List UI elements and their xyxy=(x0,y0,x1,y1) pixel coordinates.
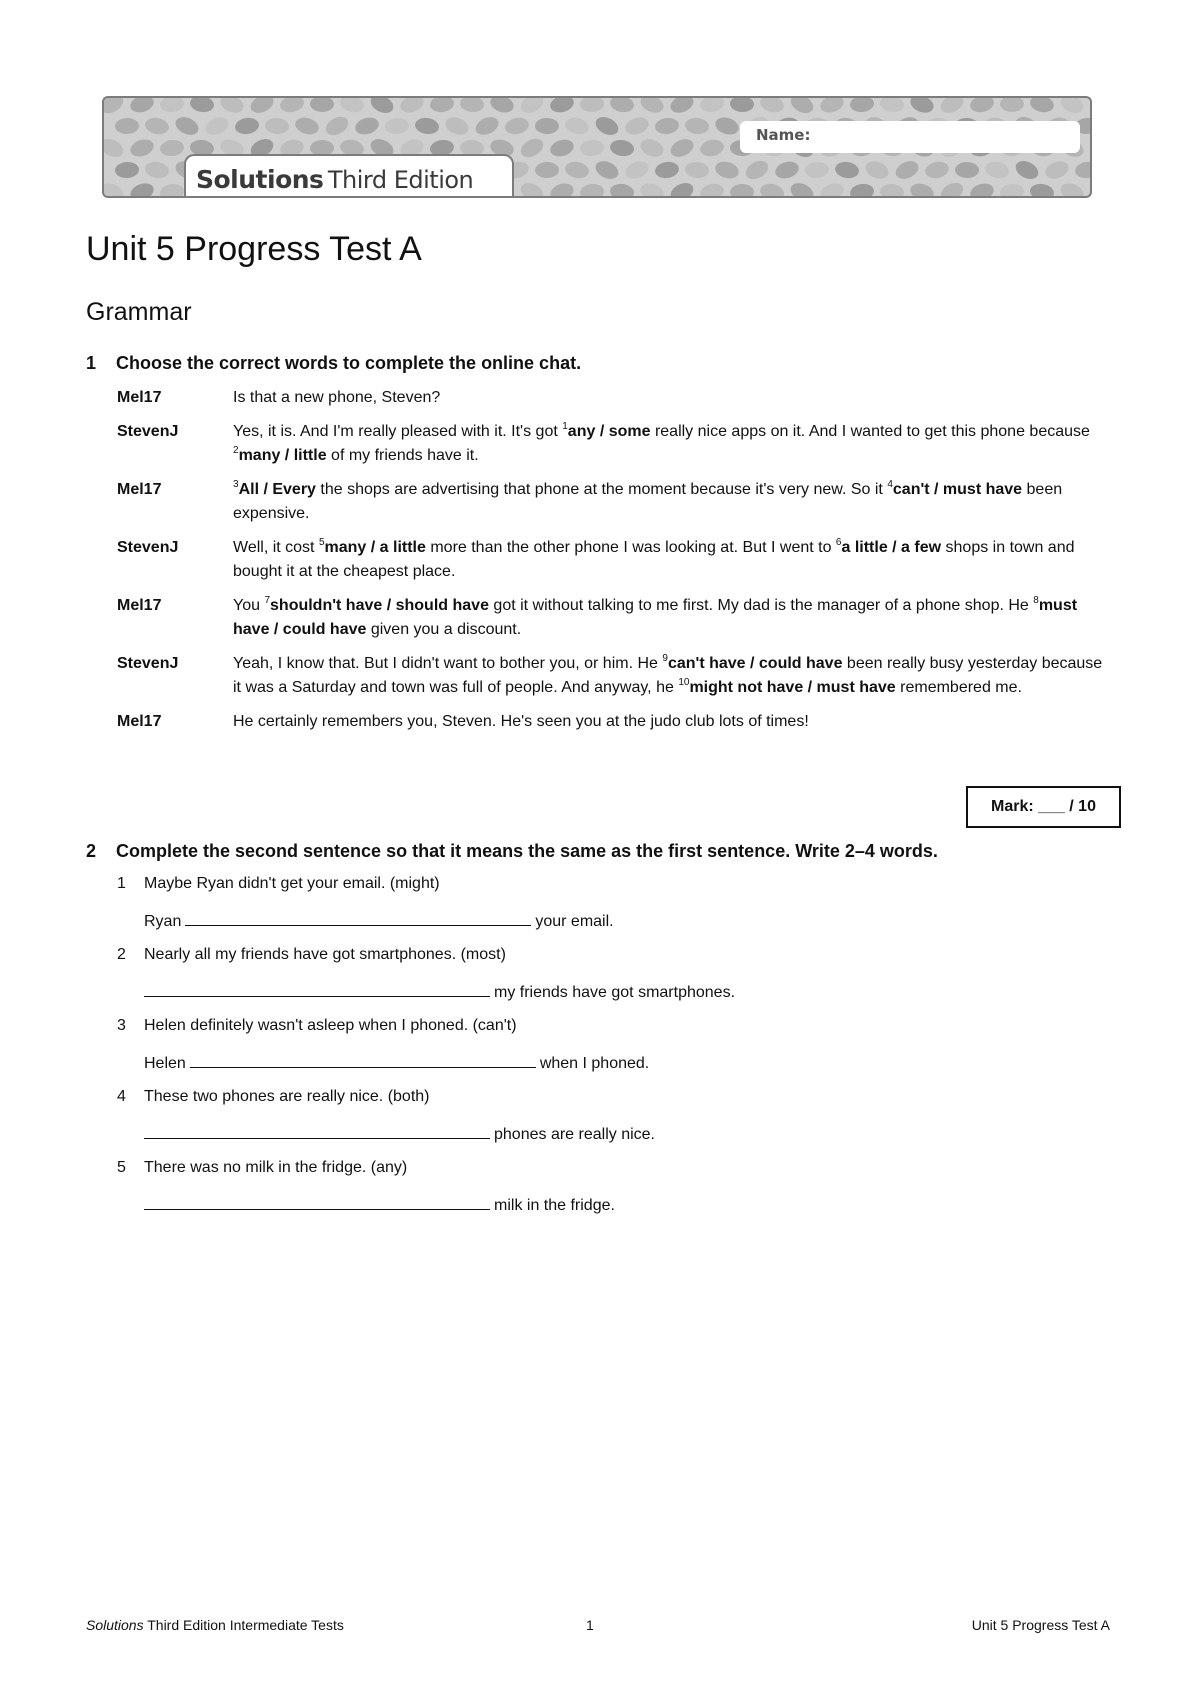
gap-number: 4 xyxy=(887,478,893,490)
answer-options[interactable]: can't / must have xyxy=(892,480,1023,498)
exercise-item xyxy=(117,872,1097,932)
pattern-blob xyxy=(518,135,547,161)
exercise-item xyxy=(117,1014,1097,1074)
pattern-blob xyxy=(804,161,829,179)
pattern-blob xyxy=(758,98,785,115)
item-answer-line xyxy=(117,1050,1097,1074)
pattern-blob xyxy=(338,98,365,115)
pattern-blob xyxy=(398,98,426,116)
item-prompt xyxy=(117,943,1097,967)
message-text: You xyxy=(233,596,265,614)
pattern-blob xyxy=(1013,157,1042,182)
item-sentence: There was no milk in the fridge. (any) xyxy=(144,1159,408,1176)
sentence-transformation-list xyxy=(117,872,1097,1227)
chat-speaker: Mel17 xyxy=(117,596,162,614)
pattern-blob xyxy=(128,180,156,198)
pattern-blob xyxy=(264,117,289,135)
pattern-blob xyxy=(1088,180,1092,198)
pattern-blob xyxy=(353,115,381,137)
message-text: Is that a new phone, Steven? xyxy=(233,389,441,406)
pattern-blob xyxy=(684,161,709,179)
pattern-blob xyxy=(548,137,576,159)
item-prompt xyxy=(117,1156,1097,1180)
pattern-blob xyxy=(1000,98,1024,112)
pattern-blob xyxy=(730,98,755,113)
pattern-blob xyxy=(908,181,936,198)
chat-message xyxy=(233,536,1107,585)
item-number: 3 xyxy=(117,1017,126,1034)
item-sentence: These two phones are really nice. (both) xyxy=(144,1088,430,1105)
gap-number: 1 xyxy=(562,420,568,432)
pattern-blob xyxy=(159,182,185,198)
answer-blank[interactable] xyxy=(190,1050,536,1068)
answer-suffix: when I phoned. xyxy=(539,1055,650,1072)
pattern-blob xyxy=(983,159,1010,180)
answer-options[interactable]: many / a little xyxy=(324,538,426,556)
pattern-blob xyxy=(849,98,874,113)
item-prompt xyxy=(117,872,1097,896)
pattern-blob xyxy=(579,183,605,198)
pattern-blob xyxy=(654,117,680,136)
pattern-blob xyxy=(234,116,260,136)
brand-main: Solutions xyxy=(196,165,324,194)
answer-suffix: your email. xyxy=(535,913,614,930)
chat-speaker: StevenJ xyxy=(117,422,179,440)
pattern-blob xyxy=(518,98,547,117)
pattern-blob xyxy=(429,98,455,113)
pattern-blob xyxy=(879,98,905,114)
pattern-blob xyxy=(684,117,710,135)
pattern-blob xyxy=(818,180,846,198)
pattern-blob xyxy=(969,98,996,114)
pattern-blob xyxy=(924,160,951,181)
answer-options[interactable]: many / little xyxy=(238,447,327,464)
chat-speaker: StevenJ xyxy=(117,538,179,556)
chat-speaker: Mel17 xyxy=(117,389,162,406)
chat-message xyxy=(233,478,1107,527)
pattern-blob xyxy=(1029,182,1055,198)
exercise-2-heading xyxy=(86,841,938,862)
message-text: been expensive. xyxy=(233,480,1063,522)
pattern-blob xyxy=(908,98,936,116)
pattern-blob xyxy=(879,183,904,198)
message-text: shops in town and bought it at the cheapest place. xyxy=(233,538,1075,580)
pattern-blob xyxy=(1074,161,1092,180)
pattern-blob xyxy=(1088,136,1092,160)
pattern-blob xyxy=(144,160,170,180)
message-text: of my friends have it. xyxy=(326,447,479,464)
message-text: given you a discount. xyxy=(366,621,522,638)
answer-options[interactable]: All / Every xyxy=(238,480,316,498)
gap-number: 9 xyxy=(662,652,668,664)
page-title: Unit 5 Progress Test A xyxy=(86,230,422,268)
exercise-number: 2 xyxy=(86,841,97,861)
pattern-blob xyxy=(938,98,967,116)
pattern-blob xyxy=(548,98,575,115)
item-sentence: Helen definitely wasn't asleep when I phoned. (can't) xyxy=(144,1017,517,1034)
answer-options[interactable]: might not have / must have xyxy=(689,679,896,696)
message-text: been really busy yesterday because it was a Saturday and town was full of people. And anyway, he xyxy=(233,654,1103,696)
pattern-blob xyxy=(713,115,741,138)
pattern-blob xyxy=(788,98,817,117)
message-text: got it without talking to me first. My dad is the manager of a phone shop. He xyxy=(488,596,1034,614)
answer-blank[interactable] xyxy=(144,1192,490,1210)
pattern-blob xyxy=(609,183,635,198)
brand-logo xyxy=(184,154,514,198)
gap-number: 10 xyxy=(678,677,690,688)
pattern-blob xyxy=(938,179,967,198)
pattern-blob xyxy=(310,98,334,112)
answer-options[interactable]: a little / a few xyxy=(841,538,942,556)
pattern-blob xyxy=(504,116,531,137)
pattern-blob xyxy=(144,116,171,137)
header-banner xyxy=(102,96,1092,198)
chat-message xyxy=(233,386,1107,411)
item-answer-line xyxy=(117,1121,1097,1145)
pattern-blob xyxy=(638,180,666,198)
pattern-blob xyxy=(128,137,156,160)
brand-sub: Third Edition xyxy=(327,166,474,194)
pattern-blob xyxy=(788,180,817,198)
pattern-blob xyxy=(218,98,246,116)
pattern-blob xyxy=(593,113,622,138)
pattern-blob xyxy=(1043,158,1071,181)
pattern-blob xyxy=(773,159,801,181)
pattern-blob xyxy=(699,98,725,114)
item-answer-line xyxy=(117,908,1097,932)
pattern-blob xyxy=(173,114,202,139)
chat-row xyxy=(117,386,1107,411)
pattern-blob xyxy=(473,114,502,139)
chat-speaker: Mel17 xyxy=(117,480,162,498)
pattern-blob xyxy=(115,118,139,134)
answer-blank[interactable] xyxy=(144,979,490,997)
pattern-blob xyxy=(563,115,590,136)
item-number: 2 xyxy=(117,946,126,963)
name-field[interactable] xyxy=(740,121,1080,153)
exercise-instruction: Complete the second sentence so that it means the same as the first sentence. Write 2–4 words. xyxy=(116,841,938,861)
pattern-blob xyxy=(1088,98,1092,116)
pattern-blob xyxy=(104,135,126,160)
item-number: 1 xyxy=(117,875,126,892)
pattern-blob xyxy=(623,114,651,137)
item-number: 5 xyxy=(117,1159,126,1176)
pattern-blob xyxy=(535,118,559,134)
item-sentence: Nearly all my friends have got smartphones. (most) xyxy=(144,946,506,963)
item-prompt xyxy=(117,1085,1097,1109)
item-sentence: Maybe Ryan didn't get your email. (might) xyxy=(144,875,440,892)
exercise-item xyxy=(117,1156,1097,1216)
item-answer-line xyxy=(117,979,1097,1003)
exercise-item xyxy=(117,943,1097,1003)
message-text: really nice apps on it. And I wanted to get this phone because xyxy=(650,422,1090,440)
chat-message xyxy=(233,652,1107,701)
answer-options[interactable]: must have / could have xyxy=(233,596,1078,638)
pattern-blob xyxy=(893,158,922,183)
pattern-blob xyxy=(1058,180,1086,198)
chat-row xyxy=(117,478,1107,527)
gap-number: 8 xyxy=(1033,594,1039,606)
pattern-blob xyxy=(488,98,516,115)
message-text: the shops are advertising that phone at the moment because it's very new. So it xyxy=(315,480,888,498)
pattern-blob xyxy=(104,180,126,198)
answer-options[interactable]: shouldn't have / should have xyxy=(270,596,489,614)
message-text: remembered me. xyxy=(895,679,1022,696)
footer-series-italic: Solutions xyxy=(86,1617,144,1633)
chat-message xyxy=(233,420,1107,469)
pattern-blob xyxy=(999,183,1024,198)
message-text: Yes, it is. And I'm really pleased with it. It's got xyxy=(233,422,563,440)
message-text: Yeah, I know that. But I didn't want to bother you, or him. He xyxy=(233,654,663,672)
pattern-blob xyxy=(698,181,725,198)
pattern-blob xyxy=(668,179,697,198)
pattern-blob xyxy=(849,182,875,198)
answer-suffix: my friends have got smartphones. xyxy=(494,984,736,1001)
pattern-blob xyxy=(1029,98,1056,114)
chat-row xyxy=(117,420,1107,469)
chat-speaker: Mel17 xyxy=(117,712,162,730)
chat-row xyxy=(117,652,1107,701)
gap-number: 2 xyxy=(233,445,239,456)
online-chat xyxy=(117,386,1107,743)
pattern-blob xyxy=(104,98,126,117)
pattern-blob xyxy=(730,184,754,198)
pattern-blob xyxy=(443,114,471,138)
pattern-blob xyxy=(579,139,604,157)
pattern-blob xyxy=(668,98,696,116)
pattern-blob xyxy=(638,98,666,116)
pattern-blob xyxy=(159,139,185,157)
section-title: Grammar xyxy=(86,298,192,326)
pattern-blob xyxy=(638,136,666,160)
footer-series-rest: Third Edition Intermediate Tests xyxy=(143,1617,344,1633)
pattern-blob xyxy=(759,182,786,198)
pattern-blob xyxy=(189,98,215,114)
answer-options[interactable]: any / some xyxy=(567,422,651,440)
pattern-blob xyxy=(459,98,485,113)
answer-suffix: milk in the fridge. xyxy=(494,1197,615,1214)
pattern-blob xyxy=(564,160,591,181)
pattern-blob xyxy=(279,98,306,114)
pattern-blob xyxy=(699,138,726,159)
gap-number: 6 xyxy=(835,536,842,548)
message-text: more than the other phone I was looking at. But I went to xyxy=(425,538,836,556)
pattern-blob xyxy=(623,158,651,182)
pattern-blob xyxy=(293,115,321,137)
pattern-blob xyxy=(609,98,636,114)
pattern-blob xyxy=(955,162,979,178)
pattern-blob xyxy=(548,181,576,198)
pattern-blob xyxy=(593,158,622,183)
pattern-blob xyxy=(863,158,891,182)
footer-right: Unit 5 Progress Test A xyxy=(971,1617,1110,1633)
pattern-blob xyxy=(743,157,772,183)
name-label: Name: xyxy=(756,126,811,144)
pattern-blob xyxy=(654,160,680,180)
pattern-blob xyxy=(713,159,741,181)
exercise-item xyxy=(117,1085,1097,1145)
pattern-blob xyxy=(414,116,440,136)
footer-left xyxy=(86,1617,344,1633)
exercise-number: 1 xyxy=(86,353,97,373)
pattern-blob xyxy=(128,98,156,115)
chat-message xyxy=(233,594,1107,643)
pattern-blob xyxy=(1058,98,1087,116)
exercise-instruction: Choose the correct words to complete the online chat. xyxy=(116,353,582,373)
message-text: He certainly remembers you, Steven. He's seen you at the judo club lots of times! xyxy=(233,712,809,730)
pattern-blob xyxy=(248,98,277,116)
chat-row xyxy=(117,536,1107,585)
pattern-blob xyxy=(968,181,996,198)
page-number: 1 xyxy=(586,1617,594,1633)
gap-number: 7 xyxy=(264,594,271,606)
pattern-blob xyxy=(323,113,352,139)
item-number: 4 xyxy=(117,1088,126,1105)
gap-number: 3 xyxy=(233,478,239,490)
pattern-blob xyxy=(580,98,605,112)
chat-message xyxy=(233,710,1107,735)
answer-prefix: Helen xyxy=(144,1055,186,1072)
answer-suffix: phones are really nice. xyxy=(494,1126,655,1143)
chat-row xyxy=(117,710,1107,735)
answer-blank[interactable] xyxy=(144,1121,490,1139)
pattern-blob xyxy=(609,138,635,158)
chat-speaker: StevenJ xyxy=(117,654,179,672)
pattern-blob xyxy=(818,98,846,115)
pattern-blob xyxy=(535,162,559,178)
pattern-blob xyxy=(368,98,397,117)
chat-row xyxy=(117,594,1107,643)
pattern-blob xyxy=(115,161,140,178)
gap-number: 5 xyxy=(318,536,325,548)
pattern-blob xyxy=(518,179,547,198)
pattern-blob xyxy=(159,98,184,113)
mark-box: Mark: ___ / 10 xyxy=(966,786,1121,828)
answer-prefix: Ryan xyxy=(144,913,182,930)
answer-options[interactable]: can't have / could have xyxy=(667,654,843,672)
item-answer-line xyxy=(117,1192,1097,1216)
pattern-blob xyxy=(668,136,697,161)
message-text: Well, it cost xyxy=(233,538,319,556)
pattern-blob xyxy=(834,160,860,180)
answer-blank[interactable] xyxy=(185,908,531,926)
item-prompt xyxy=(117,1014,1097,1038)
exercise-1-heading xyxy=(86,353,581,374)
pattern-blob xyxy=(203,114,231,138)
pattern-blob xyxy=(384,117,409,135)
